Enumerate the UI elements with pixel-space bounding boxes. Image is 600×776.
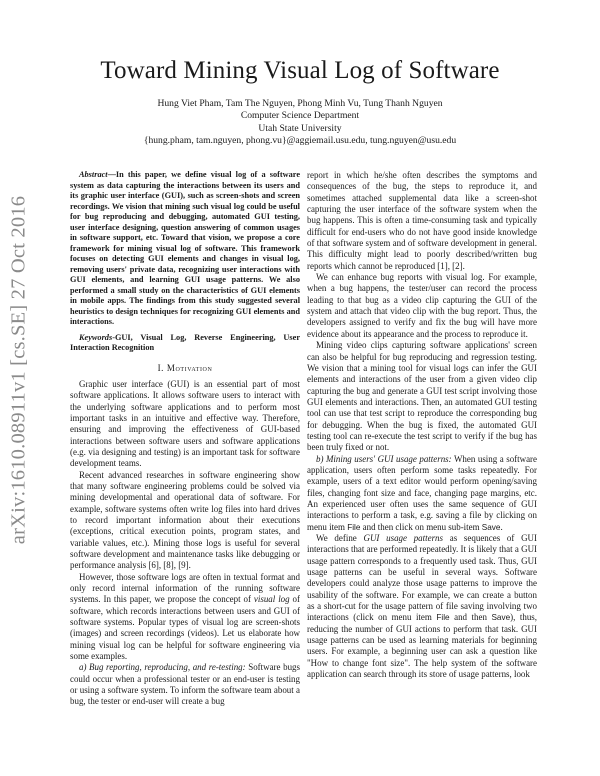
author-department: Computer Science Department [240,110,360,122]
text-run: We define [316,533,364,543]
author-block [60,98,540,148]
subsection-title: a) Bug reporting, reproducing, and re-testing: [79,662,246,673]
subsection-title: b) Mining users' GUI usage patterns: [316,453,452,464]
menu-item-name: File [347,522,361,532]
paragraph [307,533,537,680]
keywords-text: -GUI, Visual Log, Reverse Engineering, User Interaction Recognition [70,332,300,352]
text-run: and then [449,612,492,623]
paragraph: Recent advanced researches in software engineering show that many software engineering problems could be solved via mining developmental and operational data of software. For example, software systems often write log files into hard drives to record important information about their executions (exceptions, critical execution points, program states, and variable values, etc.). Mining those logs is useful for several software development and maintenance tasks like debugging or performance analysis [6], [8], [9]. [70,469,300,571]
left-column [70,170,300,708]
menu-item-name: Save [481,522,501,532]
abstract [70,170,300,328]
text-run: However, those software logs are often in textual format and only record internal information of the running software systems. In this paper, we propose the concept of [70,571,300,605]
text-run: Software bugs could occur when a professional tester or an end-user is testing or using a software system. To inform the software team about a bug, the tester or end-user will create a bug [70,662,300,707]
text-run: ), thus, reducing the number of GUI actions to perform that task. GUI usage patterns can be used as learning materials for beginning users. For example, a beginning user can ask a question like "How to change font size". The help system of the software application can search through its store of usage patterns, look [307,612,538,680]
text-run: as sequences of GUI interactions that are performed repeatedly. It is likely that a GUI usage pattern corresponds to a frequently used task. Thus, GUI usage patterns can be useful in several ways. Software developers could analyze those usage patterns to improve the usability of the software. For example, we can create a button as a short-cut for the usage pattern of file saving involving two interactions (click on menu item [307,533,537,623]
emphasis: GUI usage patterns [363,533,444,543]
arxiv-sidebar-stamp [4,150,34,590]
paragraph [307,454,537,533]
author-emails: {hung.pham, tam.nguyen, phong.vu}@aggiemail.usu.edu, tung.nguyen@usu.edu [143,135,457,147]
text-run: When using a software application, users often perform some tasks repeatedly. For example, users of a text editor would perform opening/saving files, changing font size and face, changing page margins, etc. An experienced user often uses the same sequence of GUI interactions to perform a task, e.g. saving a file by clicking on menu item [307,453,537,532]
paragraph: Mining video clips capturing software applications' screen can also be helpful for bug reproducing and regression testing. We vision that a mining tool for visual logs can infer the GUI elements and interactions of the user from a given video clip capturing the bug and generate a GUI test script involving those GUI elements and interactions. Then, an automated GUI testing tool can use that test script to reproduce the corresponding bug for debugging. When the bug is fixed, the automated GUI testing tool can re-execute the test script to verify if the bug has been truly fixed or not. [307,340,537,453]
keywords-lead: Keywords [79,332,113,342]
text-run: of software, which records interactions between users and GUI of software systems. Popular types of visual log are screen-shots (images) and screen recordings (videos). Let us elaborate how mining visual log can be helpful for software engineering via some examples. [70,594,300,662]
text-run: . [500,521,503,532]
right-column [307,170,537,680]
author-university: Utah State University [258,122,342,134]
menu-item-name: Save [491,613,511,623]
arxiv-id: arXiv:1610.08911v1 [cs.SE] 27 Oct 2016 [7,195,30,545]
paragraph [70,662,300,707]
abstract-text: —In this paper, we define visual log of a software system as data capturing the interactions between its users and its graphic user interface (GUI), such as screen-shots and screen recordings. We vision that mining such visual log could be useful for bug reproducing and debugging, automated GUI testing, user interface designing, question answering of common usages in software support, etc. Toward that vision, we propose a core framework for mining visual log of software. This framework focuses on detecting GUI elements and changes in visual log, removing users' private data, recognizing user interactions with GUI elements, and learning GUI usage patterns. We also performed a small study on the characteristics of GUI elements in mobile apps. The findings from this study suggested several heuristics to design techniques for recognizing GUI elements and interactions. [70,170,300,326]
menu-item-name: File [436,613,450,623]
paragraph: We can enhance bug reports with visual log. For example, when a bug happens, the tester/user can record the process leading to that bug as a video clip capturing the GUI of the system and attach that video clip with the bug report. Thus, the developers assigned to verify and fix the bug will have more evidence about its appearance and the process to reproduce it. [307,272,537,339]
section-heading: I. Motivation [157,362,213,373]
paper-title: Toward Mining Visual Log of Software [100,57,500,84]
abstract-lead: Abstract [79,170,108,179]
paragraph: Graphic user interface (GUI) is an essential part of most software applications. It allows software users to interact with the underlying software applications and to perform most important tasks in an intuitive and effective way. Therefore, ensuring and improving the effectiveness of GUI-based interactions between software users and software applications (e.g. via designing and testing) is an important task for software development teams. [70,378,300,469]
author-names: Hung Viet Pham, Tam The Nguyen, Phong Minh Vu, Tung Thanh Nguyen [157,98,443,109]
paragraph: report in which he/she often describes the symptoms and consequences of the bug, the steps to reproduce it, and sometimes attached supplemental data like a screen-shot capturing the user interface of the software system when the bug happens. This is often a time-consuming task and typically difficult for end-users who do not have good inside knowledge of that software system and of software development in general. This difficulty might lead to poorly described/written bug reports which cannot be reproduced [1], [2]. [307,170,537,271]
paragraph [70,572,300,663]
emphasis: visual log [253,594,290,605]
text-run: and then click on menu sub-item [360,521,482,532]
keywords [70,333,300,354]
